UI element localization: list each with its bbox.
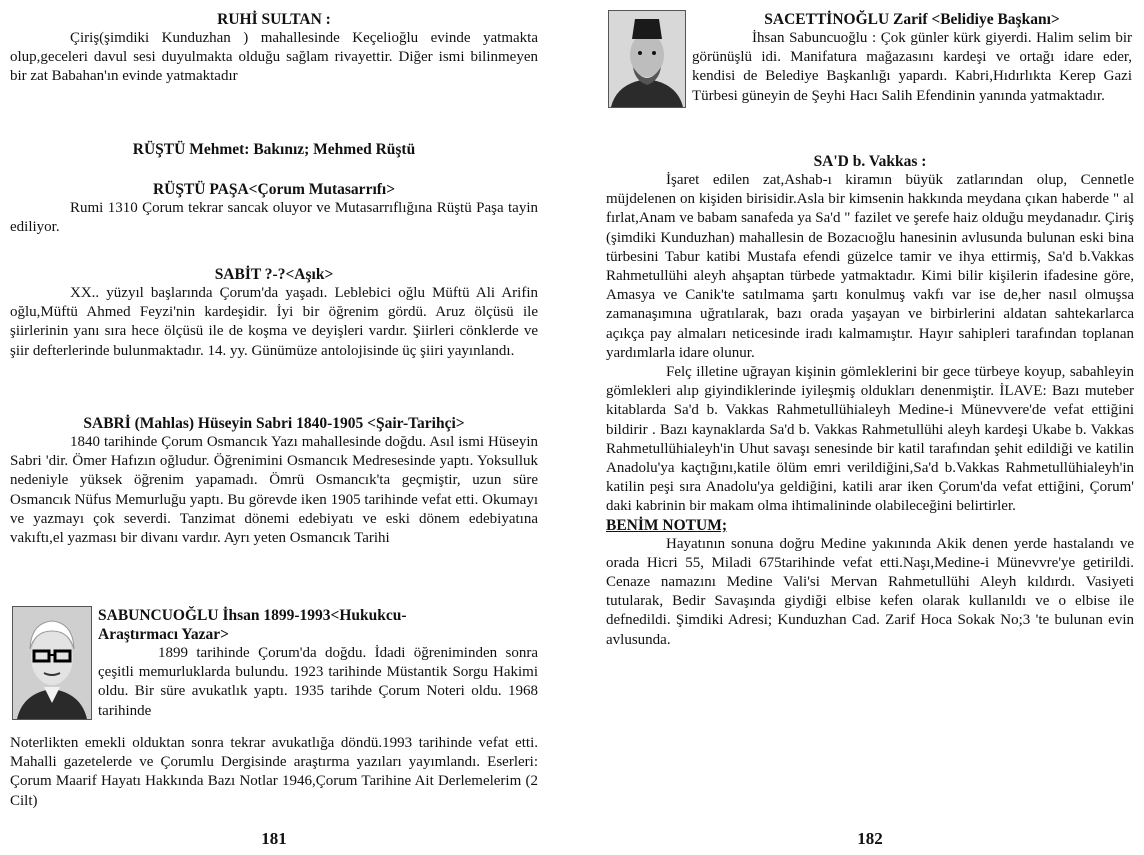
entry-body: XX.. yüzyıl başlarında Çorum'da yaşadı. Leblebici oğlu Müftü Ali Arifin oğlu,Müftü Ahmed Feyzi'nin kardeşidir. İyi bir öğrenim gördü. Aruz ölçüsü ile şiirlerinin yanı sıra hece ölçüsü ile de koşma ve deyişleri vardır. Şiirleri cönklerde ve şiir defterlerinde bulunmaktadır. 14. yy. Günümüze antolojisinde üç şiiri yayınlandı. [10, 285, 538, 359]
entry-body: 1840 tarihinde Çorum Osmancık Yazı mahallesinde doğdu. Asıl ismi Hüseyin Sabri 'dir. Ömer Hafızın oğludur. Öğrenimini Osmancık Medresesinde yaptı. Yoksulluk nedeniyle yüksek öğrenim yapamadı. Ömrü Osmancık'ta geçmiştir, uzun süre Osmancık Nüfus Memurluğu yaptı. Bu görevde iken 1905 tarihinde vefat etti. Okumayı ve yazmayı çok severdi. Tanzimat dönemi edebiyatı ve eski dönem edebiyatına vakıftı,el yazması bir divanı vardır. Ayrı yeten Osmancık Tarihi [10, 434, 538, 547]
entry-body: Çiriş(şimdiki Kunduzhan ) mahallesinde Keçelioğlu evinde yatmakta olup,geceleri davul sesi duyulmakta olduğu sağlam rivayettir. Diğer ismi bilinmeyen bir zat Babahan'ın evinde yatmaktadır [10, 30, 538, 85]
entry-ruhi-sultan [10, 10, 538, 87]
entry-rustu-pasa [10, 180, 538, 237]
entry-heading: RÜŞTÜ PAŞA<Çorum Mutasarrıfı> [152, 181, 396, 198]
entry-sabit [10, 265, 538, 361]
page-number-right: 182 [857, 829, 883, 848]
entry-rustu-mehmet [10, 140, 538, 159]
entry-heading: SA'D b. Vakkas : [813, 153, 927, 170]
entry-body-beside-portrait: 1899 tarihinde Çorum'da doğdu. İdadi öğreniminden sonra çeşitli memurluklarda bulundu. 1923 tarihinde Müstantik Sorgu Hakimi oldu. Bir süre avukatlık yaptı. 1935 tarihde Çorum Noteri oldu. 1968 tarihinde [98, 645, 538, 719]
entry-body: Noterlikten emekli olduktan sonra tekrar avukatlığa döndü.1993 tarihinde vefat etti. Mahalli gazetelerde ve Çorumlu Dergisinde araştırma yazıları yayımlandı. Eserleri: Çorum Maarif Hayatı Hakkında Bazı Notlar 1946,Çorum Tarihine Ait Derlemelerim (2 Cilt) [10, 735, 538, 809]
my-note-body: Hayatının sonuna doğru Medine yakınında Akik denen yerde hastalandı ve orada Hicri 55, Miladi 675tarihinde vefat etti.Naşı,Medine-i Münevvre'ye getirildi. Cenaze namazını Medine Vali'si Mervan Rahmetullühi Aleyh kıldırdı. Vasiyeti tutularak, Bedir Savaşında giydiği elbise kefen olarak kullanıldı ve o elbise ile defnedildi. Şimdiki Adresi; Kunduzhan Cad. Zarif Hoca Sokak No;3 'te bulunan evin avlusunda. [606, 535, 1134, 648]
entry-heading: RÜŞTÜ Mehmet: Bakınız; Mehmed Rüştü [132, 141, 416, 158]
entry-sad-vakkas [606, 152, 1134, 650]
entry-body: İhsan Sabuncuoğlu : Çok günler kürk giyerdi. Halim selim bir görünüşlü idi. Manifatura mağazasını kardeşi ve ortağı idare eder, kendisi de Belediye Başkanlığı yapardı. Kabri,Hıdırlıkta Kerep Gazi Türbesi güneyin de Şeyhi Hacı Salih Efendinin yanında yatmaktadır. [692, 30, 1132, 104]
entry-paragraph-1: İşaret edilen zat,Ashab-ı kiramın büyük zatlarından olup, Cennetle müjdelenen on kişiden birisidir.Asla bir kimsenin hakkında meydana çıkan haberde " al fırlat,Anam ve babam sanafeda ya Sa'd " fazilet ve şerefe haiz olduğu meydanadır. Çiriş (şimdiki Kunduzhan) mahallesin de Bozacıoğlu hanesinin avlusunda bulunan eski bina türbesini Tabur katibi Mustafa efendi güzelce tamir ve ihya ettirmiş, Sa'd b.Vakkas Rahmetullühi aleyh ahşaptan türbede yatmaktadır. Kimi bilir kişilerin ifadesine göre, Amasya ve Canik'te satılmama şartı konulmuş vakfı var ise de,her nasıl olmuşsa zamanaşımına uğratılarak, bazı orada yaşayan ve birbirlerini aldatan sahtekarlarca açıkça pay almaları neticesinde iradı kalmamıştır. Hayır sahipleri tarafından toplanan yardımlarla idare olunur. [606, 172, 1134, 361]
entry-paragraph-2: Felç illetine uğrayan kişinin gömleklerini bir gece türbeye koyup, sabahleyin gömlekleri alıp giyindiklerinde iyileşmiş oldukları denenmiştir. İLAVE: Bazı muteber kitablarda Sa'd b. Vakkas Rahmetullühialeyh Medine-i Münevvere'de vefat ettiğini bildirir . Bazı kaynaklarda Sa'd b. Vakkas Rahmetullühi aleyh kardeşi Ukabe b. Vakkas Rahmetullühialeyh'in Uhut savaşı senesinde bir katil tarafından şehit edildiği ve katilin Anadolu'ya kaçtığını,katile ölüm emri verildiğini,Sa'd b.Vakkas Rahmetullühialeyh'in katilin peşi sıra Anadolu'ya geldiğini, katili arar iken Çorum'da vefat ettiğini, Çorum' daki kabrinin bir makam olma ihtimalininde olabileceğini belirtirler. [606, 364, 1134, 515]
portrait-sabuncuoglu [12, 606, 92, 720]
entry-heading-line1: SABUNCUOĞLU İhsan 1899-1993<Hukukcu- [98, 607, 407, 624]
entry-heading: SACETTİNOĞLU Zarif <Belidiye Başkanı> [764, 11, 1060, 28]
entry-heading-line2: Araştırmacı Yazar> [98, 626, 229, 643]
entry-sacettinoglu [692, 10, 1132, 106]
entry-heading: RUHİ SULTAN : [217, 11, 331, 28]
right-page [596, 0, 1144, 855]
entry-sabuncuoglu-heading [98, 606, 538, 721]
entry-heading: SABİT ?-?<Aşık> [214, 266, 334, 283]
entry-sabri [10, 414, 538, 548]
entry-sabuncuoglu-continued [10, 734, 538, 811]
man-with-fez-icon [609, 11, 685, 107]
page-number-left: 181 [261, 829, 287, 848]
my-note-heading: BENİM NOTUM; [606, 516, 727, 534]
left-page [0, 0, 548, 855]
entry-body: Rumi 1310 Çorum tekrar sancak oluyor ve Mutasarrıflığına Rüştü Paşa tayin ediliyor. [10, 200, 538, 236]
man-with-glasses-icon [13, 607, 91, 719]
portrait-sacettinoglu [608, 10, 686, 108]
entry-heading: SABRİ (Mahlas) Hüseyin Sabri 1840-1905 <Şair-Tarihçi> [83, 415, 465, 432]
